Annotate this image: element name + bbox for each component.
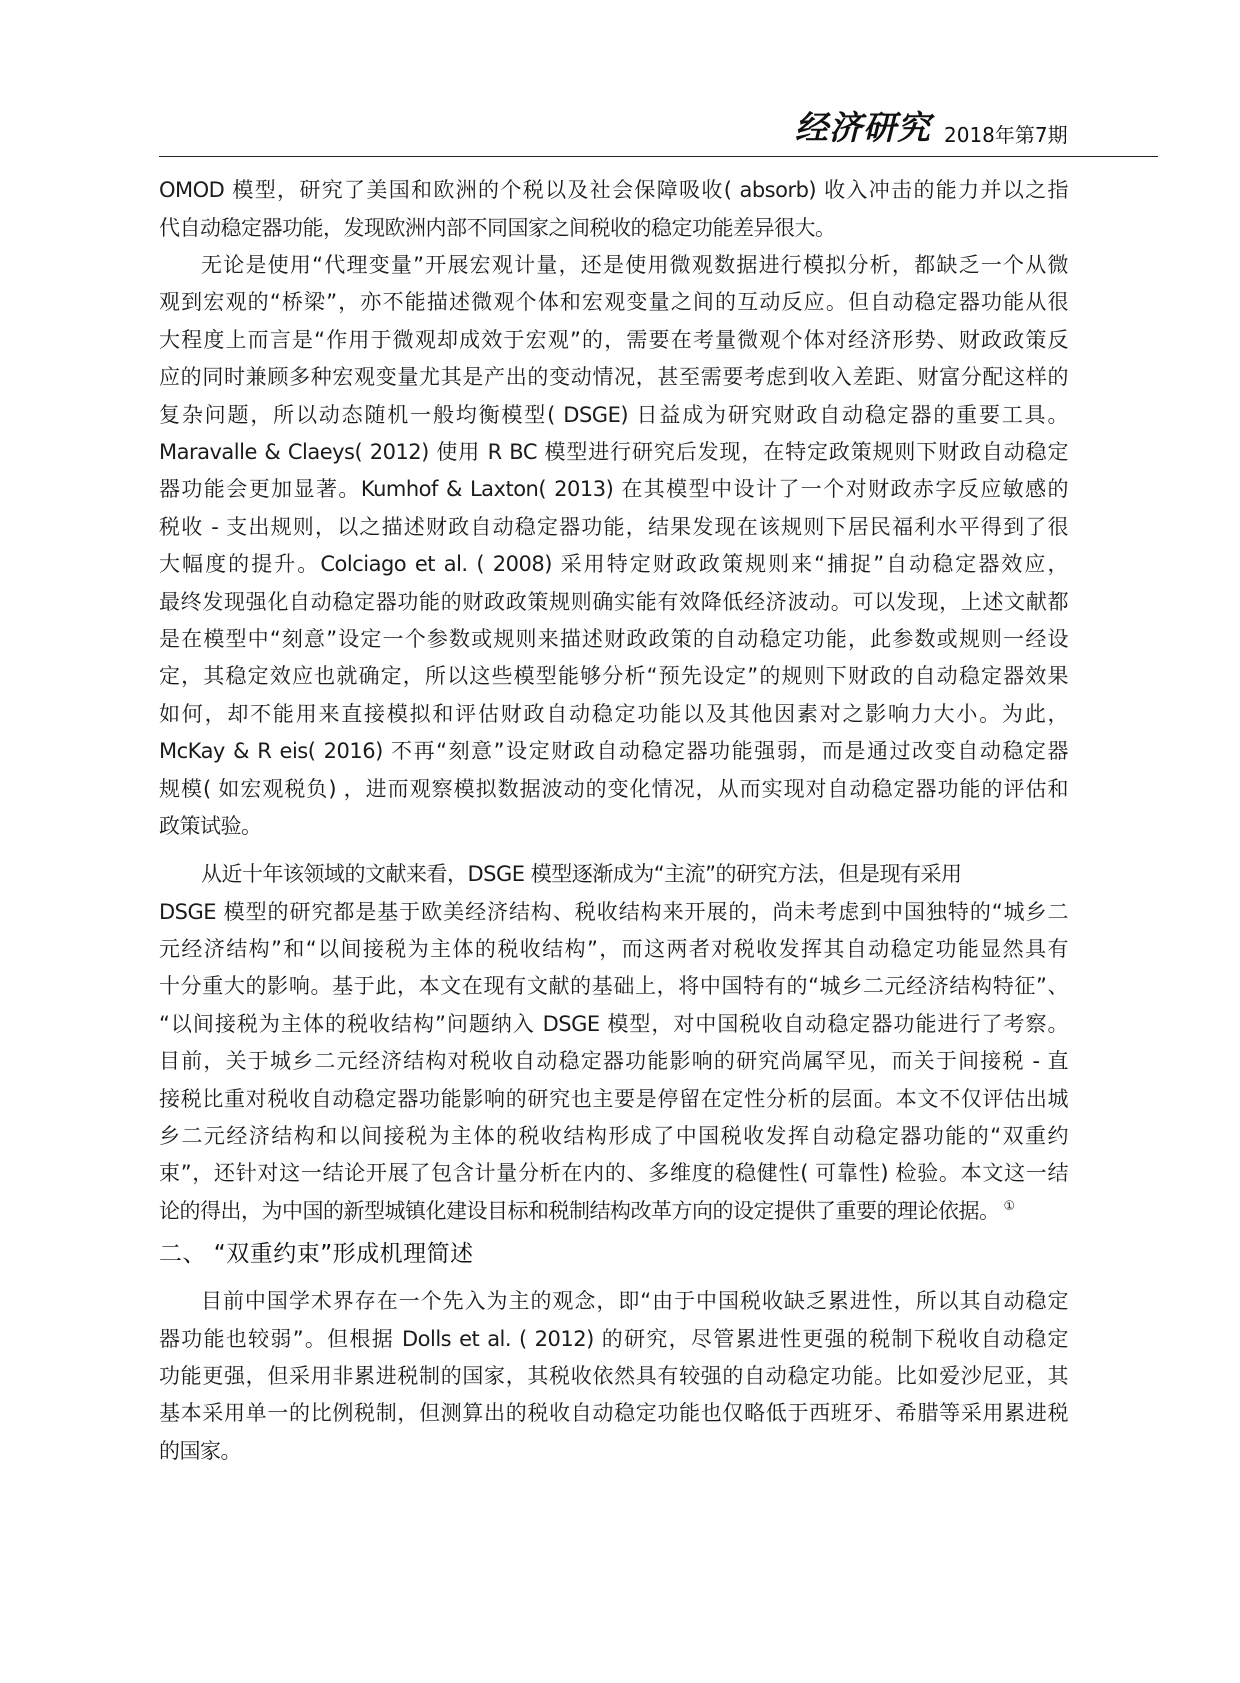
text-line: 的国家。 xyxy=(159,1438,241,1463)
journal-logo: 经济研究 xyxy=(795,108,931,147)
text-line: “以间接税为主体的税收结构”问题纳入 DSGE 模型，对中国税收自动稳定器功能进行了考察。 xyxy=(159,1011,1068,1036)
text-line: 十分重大的影响。基于此，本文在现有文献的基础上，将中国特有的“城乡二元经济结构特征”、 xyxy=(159,974,1068,999)
text-line: 大程度上而言是“作用于微观却成效于宏观”的，需要在考量微观个体对经济形势、财政政策反 xyxy=(159,327,1068,352)
text-line: 是在模型中“刻意”设定一个参数或规则来描述财政政策的自动稳定功能，此参数或规则一经设 xyxy=(159,627,1068,651)
text-line: 应的同时兼顾多种宏观变量尤其是产出的变动情况，甚至需要考虑到收入差距、财富分配这样的 xyxy=(159,365,1068,390)
section-heading: 二、 “双重约束”形成机理简述 xyxy=(159,1241,474,1267)
paragraph-2 xyxy=(159,247,1068,845)
text-line: 观到宏观的“桥梁”，亦不能描述微观个体和宏观变量之间的互动反应。但自动稳定器功能从很 xyxy=(159,290,1068,315)
text-line-content: 论的得出，为中国的新型城镇化建设目标和税制结构改革方向的设定提供了重要的理论依据。 xyxy=(159,1198,1000,1223)
text-line: 器功能会更加显著。Kumhof & Laxton( 2013) 在其模型中设计了一个对财政赤字反应敏感的 xyxy=(159,477,1068,502)
text-line: Maravalle & Claeys( 2012) 使用 R BC 模型进行研究后发现，在特定政策规则下财政自动稳定 xyxy=(159,440,1068,465)
text-line: 代自动稳定器功能，发现欧洲内部不同国家之间税收的稳定功能差异很大。 xyxy=(159,215,836,240)
paragraph-1 xyxy=(159,172,1068,247)
text-line: 如何，却不能用来直接模拟和评估财政自动稳定功能以及其他因素对之影响力大小。为此， xyxy=(159,701,1068,726)
text-line: OMOD 模型，研究了美国和欧洲的个税以及社会保障吸收( absorb) 收入冲击的能力并以之指 xyxy=(159,178,1068,203)
text-line: 定，其稳定效应也就确定，所以这些模型能够分析“预先设定”的规则下财政的自动稳定器效果 xyxy=(159,664,1068,689)
text-line: 从近十年该领域的文献来看，DSGE 模型逐渐成为“主流”的研究方法，但是现有采用 xyxy=(201,862,962,887)
text-line: 政策试验。 xyxy=(159,813,262,838)
text-line: 束”，还针对这一结论开展了包含计量分析在内的、多维度的稳健性( 可靠性) 检验。本文这一结 xyxy=(159,1161,1068,1186)
text-line: 税收 - 支出规则，以之描述财政自动稳定器功能，结果发现在该规则下居民福利水平得到了很 xyxy=(159,514,1068,539)
paragraph-4 xyxy=(159,1283,1068,1470)
paragraph-3 xyxy=(159,856,1068,1230)
footnote-marker[interactable]: ① xyxy=(1003,1198,1015,1214)
text-line: McKay & R eis( 2016) 不再“刻意”设定财政自动稳定器功能强弱，而是通过改变自动稳定器 xyxy=(159,739,1068,764)
text-line: 乡二元经济结构和以间接税为主体的税收结构形成了中国税收发挥自动稳定器功能的“双重约 xyxy=(159,1124,1068,1149)
text-line: 元经济结构”和“以间接税为主体的税收结构”，而这两者对税收发挥其自动稳定功能显然具有 xyxy=(159,937,1068,962)
text-line: 无论是使用“代理变量”开展宏观计量，还是使用微观数据进行模拟分析，都缺乏一个从微 xyxy=(201,253,1068,278)
text-line: 复杂问题，所以动态随机一般均衡模型( DSGE) 日益成为研究财政自动稳定器的重要工具。 xyxy=(159,402,1068,427)
text-line: 功能更强，但采用非累进税制的国家，其税收依然具有较强的自动稳定功能。比如爱沙尼亚，其 xyxy=(159,1364,1068,1389)
issue-label: 2018年第7期 xyxy=(944,123,1068,147)
text-line: 最终发现强化自动稳定器功能的财政政策规则确实能有效降低经济波动。可以发现，上述文献都 xyxy=(159,589,1068,614)
text-line: DSGE 模型的研究都是基于欧美经济结构、税收结构来开展的，尚未考虑到中国独特的“城乡二 xyxy=(159,899,1068,924)
text-line: 器功能也较弱”。但根据 Dolls et al. ( 2012) 的研究，尽管累进性更强的税制下税收自动稳定 xyxy=(159,1326,1068,1351)
text-line: 接税比重对税收自动稳定器功能影响的研究也主要是停留在定性分析的层面。本文不仅评估出城 xyxy=(159,1086,1068,1111)
text-line: 目前，关于城乡二元经济结构对税收自动稳定器功能影响的研究尚属罕见，而关于间接税 - 直 xyxy=(159,1049,1068,1074)
text-line: 大幅度的提升。Colciago et al. ( 2008) 采用特定财政政策规则来“捕捉”自动稳定器效应， xyxy=(159,552,1068,577)
text-line: 基本采用单一的比例税制，但测算出的税收自动稳定功能也仅略低于西班牙、希腊等采用累进税 xyxy=(159,1401,1068,1426)
text-line: 目前中国学术界存在一个先入为主的观念，即“由于中国税收缺乏累进性，所以其自动稳定 xyxy=(201,1289,1068,1314)
text-line: 规模( 如宏观税负) ，进而观察模拟数据波动的变化情况，从而实现对自动稳定器功能的评估和 xyxy=(159,776,1068,801)
text-line xyxy=(159,1193,1068,1230)
header-rule xyxy=(159,156,1158,157)
